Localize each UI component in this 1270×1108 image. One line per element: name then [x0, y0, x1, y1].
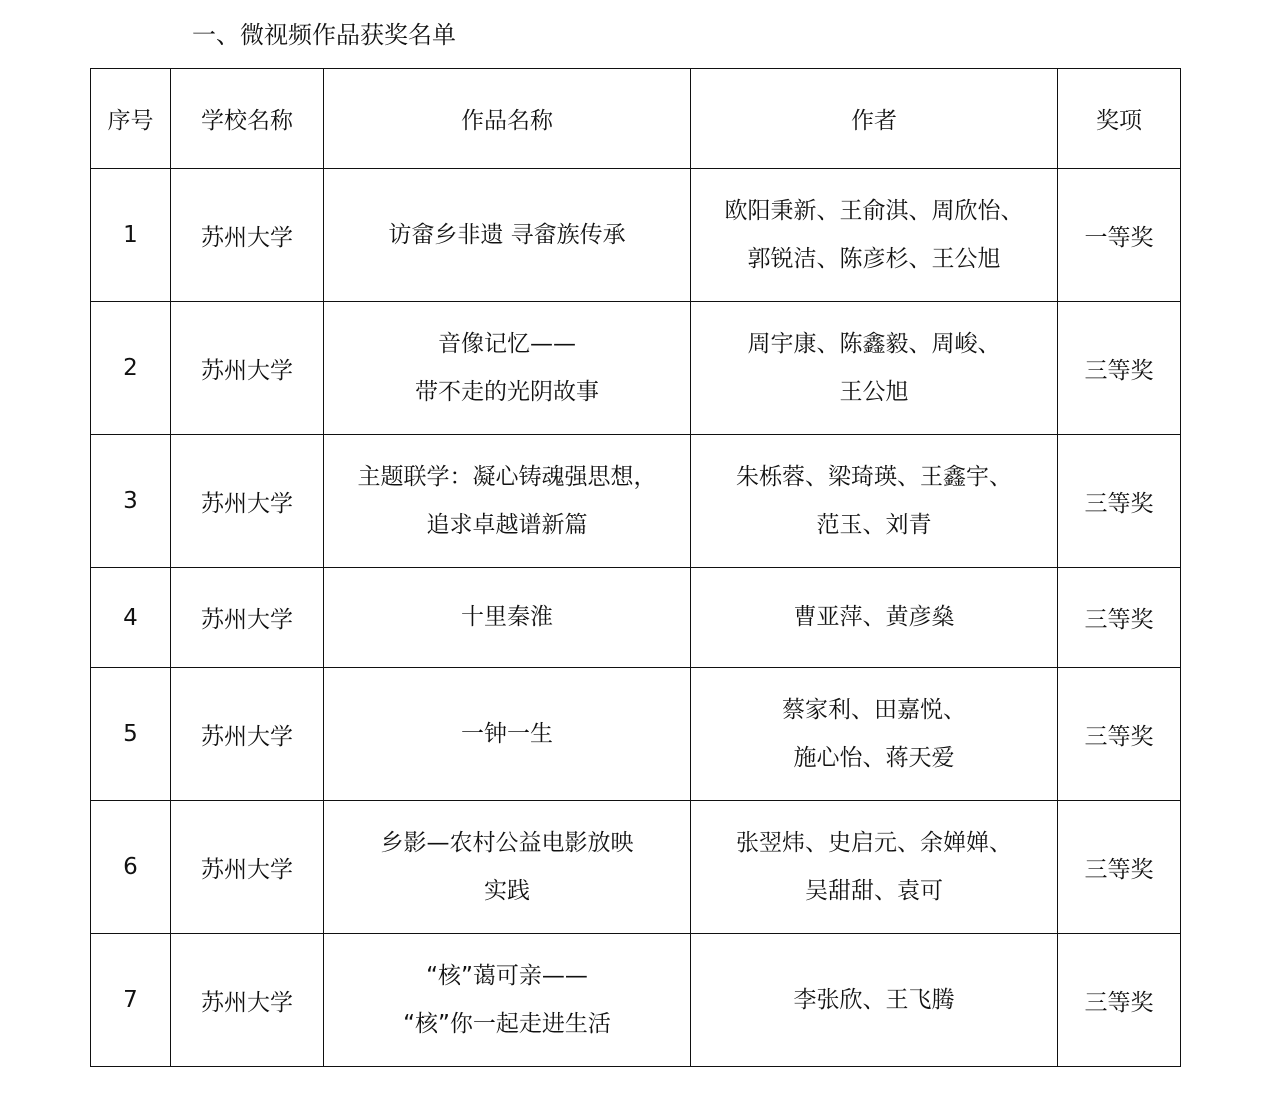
row-number: 3 — [91, 435, 171, 568]
table-row — [91, 435, 1181, 568]
row-number: 5 — [91, 668, 171, 801]
table-row — [91, 668, 1181, 801]
authors: 李张欣、王飞腾 — [691, 934, 1058, 1067]
row-number: 4 — [91, 568, 171, 668]
school-name: 苏州大学 — [171, 302, 324, 435]
school-name: 苏州大学 — [171, 568, 324, 668]
section-heading: 一、微视频作品获奖名单 — [192, 21, 456, 49]
work-title: 一钟一生 — [324, 668, 691, 801]
table-row — [91, 169, 1181, 302]
column-header-authors: 作者 — [691, 69, 1058, 169]
row-number: 1 — [91, 169, 171, 302]
award: 三等奖 — [1058, 568, 1181, 668]
authors: 曹亚萍、黄彦燊 — [691, 568, 1058, 668]
school-name: 苏州大学 — [171, 435, 324, 568]
column-header-work: 作品名称 — [324, 69, 691, 169]
work-title: 访畲乡非遗 寻畲族传承 — [324, 169, 691, 302]
authors: 朱栎蓉、梁琦瑛、王鑫宇、 范玉、刘青 — [691, 435, 1058, 568]
school-name: 苏州大学 — [171, 169, 324, 302]
authors: 蔡家利、田嘉悦、 施心怡、蒋天爱 — [691, 668, 1058, 801]
column-header-number: 序号 — [91, 69, 171, 169]
awards-table — [90, 68, 1181, 1067]
award: 三等奖 — [1058, 934, 1181, 1067]
column-header-award: 奖项 — [1058, 69, 1181, 169]
row-number: 7 — [91, 934, 171, 1067]
table-row — [91, 568, 1181, 668]
row-number: 2 — [91, 302, 171, 435]
header-row — [91, 69, 1181, 169]
work-title: 十里秦淮 — [324, 568, 691, 668]
work-title: 音像记忆—— 带不走的光阴故事 — [324, 302, 691, 435]
authors: 欧阳秉新、王俞淇、周欣怡、 郭锐洁、陈彦杉、王公旭 — [691, 169, 1058, 302]
column-header-school: 学校名称 — [171, 69, 324, 169]
award: 三等奖 — [1058, 435, 1181, 568]
award: 三等奖 — [1058, 302, 1181, 435]
work-title: 乡影—农村公益电影放映 实践 — [324, 801, 691, 934]
work-title: “核”蔼可亲—— “核”你一起走进生活 — [324, 934, 691, 1067]
authors: 周宇康、陈鑫毅、周峻、 王公旭 — [691, 302, 1058, 435]
work-title: 主题联学：凝心铸魂强思想， 追求卓越谱新篇 — [324, 435, 691, 568]
table-row — [91, 302, 1181, 435]
table-row — [91, 801, 1181, 934]
award: 一等奖 — [1058, 169, 1181, 302]
award: 三等奖 — [1058, 801, 1181, 934]
school-name: 苏州大学 — [171, 934, 324, 1067]
table-row — [91, 934, 1181, 1067]
row-number: 6 — [91, 801, 171, 934]
school-name: 苏州大学 — [171, 801, 324, 934]
school-name: 苏州大学 — [171, 668, 324, 801]
authors: 张翌炜、史启元、余婵婵、 吴甜甜、袁可 — [691, 801, 1058, 934]
award: 三等奖 — [1058, 668, 1181, 801]
